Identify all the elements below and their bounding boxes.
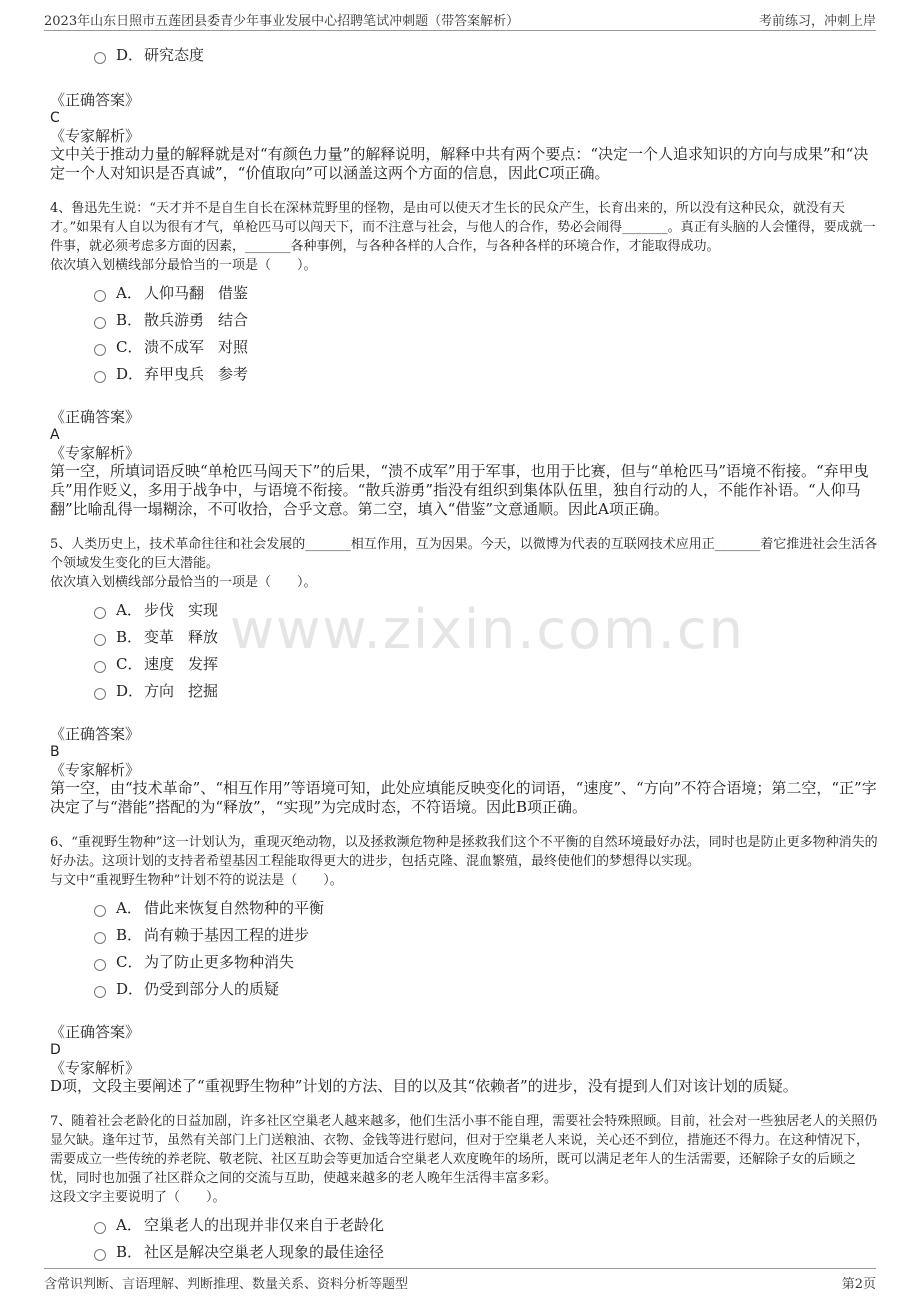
q7-option-a[interactable]: A． 空巢老人的出现并非仅来自于老龄化 — [94, 1212, 880, 1239]
q4-option-d[interactable]: D．弃甲曳兵 参考 — [94, 361, 880, 388]
page-number: 第2页 — [841, 1277, 876, 1292]
question-4 — [50, 199, 880, 275]
q5-option-c[interactable]: C． 速度 发挥 — [94, 651, 880, 678]
footer-description: 含常识判断、言语理解、判断推理、数量关系、资料分析等题型 — [44, 1277, 409, 1292]
question-stem: 5、人类历史上，技术革命往往和社会发展的_______相互作用，互为因果。今天，以微博为代表的互联网技术应用正_______着它推进社会生活各个领域发生变化的巨大潜能。 — [50, 537, 878, 571]
q4-answer — [50, 408, 880, 519]
question-stem: 6、“重视野生物种”这一计划认为，重现灭绝动物，以及拯救濒危物种是拯救我们这个不平衡的自然环境最好办法，同时也是防止更多物种消失的好办法。这项计划的支持者希望基因工程能取得更大的进步，包括克隆、混血繁殖，最终使他们的梦想得以实现。 — [50, 835, 878, 869]
radio-icon[interactable] — [94, 1249, 106, 1261]
analysis-text: 第一空，由“技术革命”、“相互作用”等语境可知，此处应填能反映变化的词语，“速度”、“方向”不符合语境；第二空，“正”字决定了与“潜能”搭配的为“释放”，“实现”为完成时态，不符语境。因此B项正确。 — [50, 779, 877, 816]
q5-option-d[interactable]: D．方向 挖掘 — [94, 678, 880, 705]
q5-option-a[interactable]: A． 步伐 实现 — [94, 597, 880, 624]
radio-icon[interactable] — [94, 959, 106, 971]
page-header — [44, 10, 876, 31]
radio-icon[interactable] — [94, 986, 106, 998]
radio-icon[interactable] — [94, 371, 106, 383]
question-prompt: 依次填入划横线部分最恰当的一项是（ ）。 — [50, 575, 317, 590]
q3-option-d[interactable]: D．研究态度 — [94, 42, 880, 69]
q6-option-d[interactable]: D．仍受到部分人的质疑 — [94, 976, 880, 1003]
answer-letter: C — [50, 110, 60, 126]
q6-option-b[interactable]: B． 尚有赖于基因工程的进步 — [94, 922, 880, 949]
radio-icon[interactable] — [94, 634, 106, 646]
q4-option-c[interactable]: C． 溃不成军 对照 — [94, 334, 880, 361]
radio-icon[interactable] — [94, 905, 106, 917]
q4-options — [94, 280, 880, 388]
question-6 — [50, 833, 880, 890]
q5-answer — [50, 725, 880, 817]
question-prompt: 与文中“重视野生物种”计划不符的说法是（ ）。 — [50, 873, 343, 888]
analysis-label: 《专家解析》 — [50, 444, 141, 462]
analysis-label: 《专家解析》 — [50, 1059, 141, 1077]
answer-letter: D — [50, 1042, 61, 1058]
question-prompt: 依次填入划横线部分最恰当的一项是（ ）。 — [50, 258, 317, 273]
analysis-text: 文中关于推动力量的解释就是对“有颜色力量”的解释说明，解释中共有两个要点：“决定一个人追求知识的方向与成果”和“决定一个人对知识是否真诚”，“价值取向”可以涵盖这两个方面的信息，因此C项正确。 — [50, 145, 869, 182]
q6-options — [94, 895, 880, 1003]
analysis-text: D项，文段主要阐述了“重视野生物种”计划的方法、目的以及其“依赖者”的进步，没有提到人们对该计划的质疑。 — [50, 1077, 798, 1095]
analysis-label: 《专家解析》 — [50, 761, 141, 779]
radio-icon[interactable] — [94, 1222, 106, 1234]
answer-label: 《正确答案》 — [50, 408, 141, 426]
page-footer — [44, 1268, 876, 1294]
answer-label: 《正确答案》 — [50, 1023, 141, 1041]
radio-icon[interactable] — [94, 688, 106, 700]
radio-icon[interactable] — [94, 290, 106, 302]
q4-option-b[interactable]: B． 散兵游勇 结合 — [94, 307, 880, 334]
analysis-label: 《专家解析》 — [50, 127, 141, 145]
watermark: www.zixin.com.cn — [230, 598, 745, 661]
radio-icon[interactable] — [94, 661, 106, 673]
page-content — [50, 40, 880, 1266]
q6-option-c[interactable]: C． 为了防止更多物种消失 — [94, 949, 880, 976]
radio-icon[interactable] — [94, 52, 106, 64]
document-title: 2023年山东日照市五莲团县委青少年事业发展中心招聘笔试冲刺题（带答案解析） — [44, 14, 520, 29]
q4-option-a[interactable]: A． 人仰马翻 借鉴 — [94, 280, 880, 307]
q3-answer — [50, 91, 880, 183]
radio-icon[interactable] — [94, 317, 106, 329]
radio-icon[interactable] — [94, 607, 106, 619]
q7-option-b[interactable]: B． 社区是解决空巢老人现象的最佳途径 — [94, 1239, 880, 1266]
q6-answer — [50, 1023, 880, 1096]
question-stem: 7、随着社会老龄化的日益加剧，许多社区空巢老人越来越多，他们生活小事不能自理，需要社会特殊照顾。目前，社会对一些独居老人的关照仍显欠缺。逢年过节，虽然有关部门上门送粮油、衣物、金钱等进行慰问，但对于空巢老人来说，关心还不到位，措施还不得力。在这种情况下，需要成立一些传统的养老院、敬老院、社区互助会等更加适合空巢老人欢度晚年的场所，既可以满足老年人的生活需要，还解除子女的后顾之忧，同时也加强了社区群众之间的交流与互助，使越来越多的老人晚年生活得丰富多彩。 — [50, 1114, 878, 1186]
answer-letter: A — [50, 427, 60, 443]
radio-icon[interactable] — [94, 932, 106, 944]
answer-label: 《正确答案》 — [50, 725, 141, 743]
q6-option-a[interactable]: A． 借此来恢复自然物种的平衡 — [94, 895, 880, 922]
q3-options — [94, 42, 880, 69]
answer-label: 《正确答案》 — [50, 91, 141, 109]
question-prompt: 这段文字主要说明了（ ）。 — [50, 1190, 226, 1205]
q5-option-b[interactable]: B． 变革 释放 — [94, 624, 880, 651]
q7-options — [94, 1212, 880, 1266]
analysis-text: 第一空，所填词语反映“单枪匹马闯天下”的后果，“溃不成军”用于军事，也用于比赛，但与“单枪匹马”语境不衔接。“弃甲曳兵”用作贬义，多用于战争中，与语境不衔接。“散兵游勇”指没有组织到集体队伍里，独自行动的人，不能作补语。“人仰马翻”比喻乱得一塌糊涂，不可收拾，合乎文意。第二空，填入“借鉴”文意通顺。因此A项正确。 — [50, 462, 869, 518]
answer-letter: B — [50, 744, 60, 760]
radio-icon[interactable] — [94, 344, 106, 356]
question-5 — [50, 535, 880, 592]
q5-options — [94, 597, 880, 705]
question-7 — [50, 1112, 880, 1207]
header-slogan: 考前练习，冲刺上岸 — [758, 14, 876, 29]
question-stem: 4、鲁迅先生说：“天才并不是自生自长在深林荒野里的怪物，是由可以使天才生长的民众产生，长育出来的，所以没有这种民众，就没有天才。”如果有人自以为很有才气，单枪匹马可以闯天下，而不注意与社会，与他人的合作，势必会闹得_______。真正有头脑的人会懂得，要成就一件事，就必须考虑多方面的因素，_______各种事例，与各种各样的人合作，与各种各样的环境合作，才能取得成功。 — [50, 201, 876, 254]
